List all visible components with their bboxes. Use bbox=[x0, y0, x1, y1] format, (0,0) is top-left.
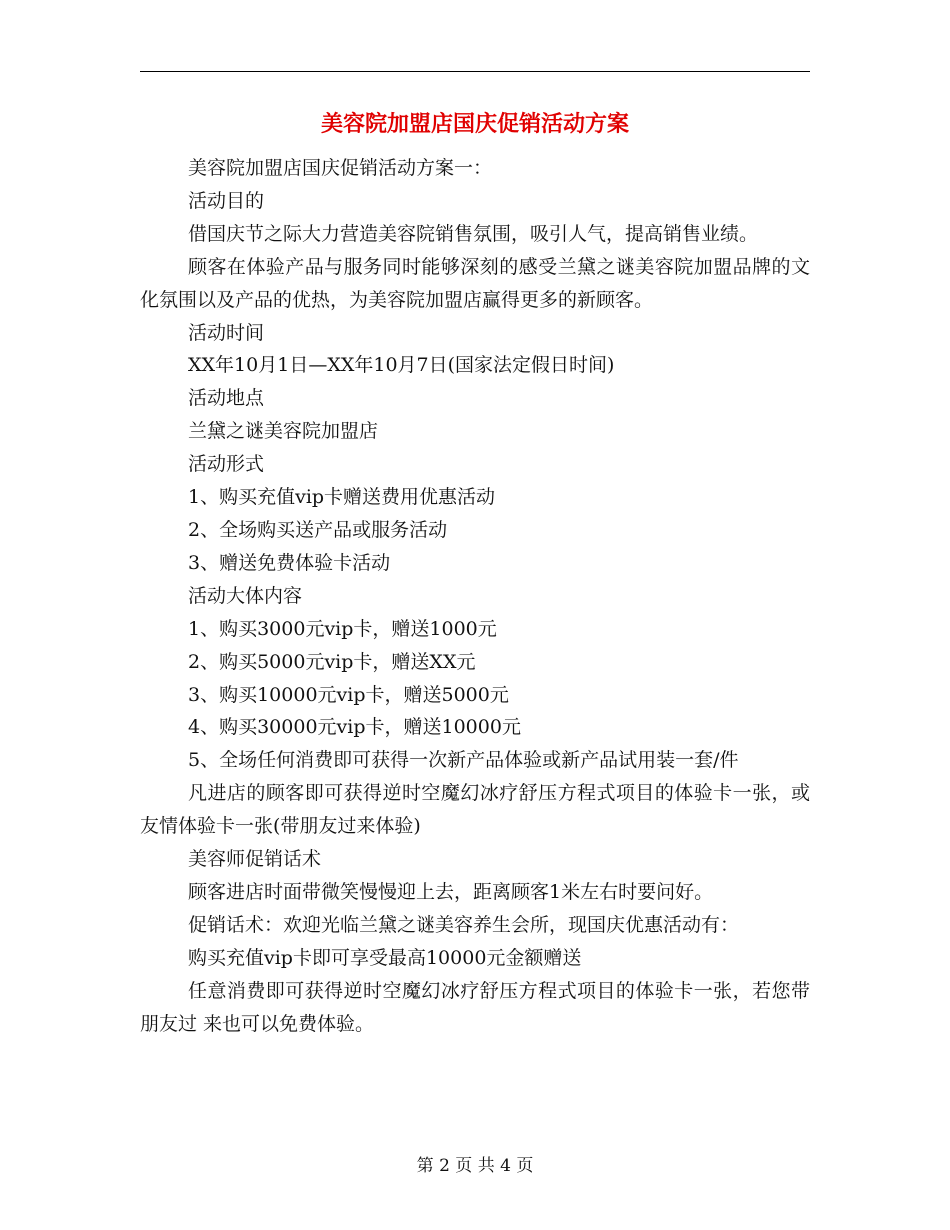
paragraph: 兰黛之谜美容院加盟店 bbox=[188, 420, 379, 443]
section-heading: 活动大体内容 bbox=[188, 584, 303, 607]
list-item: 2、购买5000元vip卡，赠送XX元 bbox=[188, 650, 476, 673]
document-title: 美容院加盟店国庆促销活动方案 bbox=[320, 111, 629, 137]
paragraph: 顾客在体验产品与服务同时能够深刻的感受兰黛之谜美容院加盟品牌的文化氛围以及产品的优热，为美容院加盟店赢得更多的新顾客。 bbox=[140, 255, 810, 311]
list-item: 3、购买10000元vip卡，赠送5000元 bbox=[188, 683, 509, 706]
header-rule bbox=[140, 71, 810, 72]
paragraph: 顾客进店时面带微笑慢慢迎上去，距离顾客1米左右时要问好。 bbox=[188, 880, 714, 903]
paragraph: 借国庆节之际大力营造美容院销售氛围，吸引人气，提高销售业绩。 bbox=[188, 222, 759, 245]
list-item: 1、购买3000元vip卡，赠送1000元 bbox=[188, 617, 497, 640]
section-heading: 活动形式 bbox=[188, 453, 265, 476]
list-item: 4、购买30000元vip卡，赠送10000元 bbox=[188, 716, 521, 739]
page-number: 第 2 页 共 4 页 bbox=[416, 1156, 534, 1176]
section-heading: 美容师促销话术 bbox=[188, 848, 322, 871]
paragraph: 美容院加盟店国庆促销活动方案一： bbox=[188, 157, 493, 179]
document-body bbox=[140, 152, 810, 1040]
section-heading: 活动时间 bbox=[188, 321, 265, 344]
paragraph: XX年10月1日—XX年10月7日(国家法定假日时间) bbox=[188, 354, 615, 377]
paragraph: 购买充值vip卡即可享受最高10000元金额赠送 bbox=[188, 946, 582, 969]
list-item: 2、全场购买送产品或服务活动 bbox=[188, 518, 448, 541]
list-item: 3、赠送免费体验卡活动 bbox=[188, 551, 391, 574]
section-heading: 活动目的 bbox=[188, 189, 265, 212]
list-item: 1、购买充值vip卡赠送费用优惠活动 bbox=[188, 486, 496, 509]
paragraph: 促销话术：欢迎光临兰黛之谜美容养生会所，现国庆优惠活动有： bbox=[188, 913, 740, 936]
paragraph: 凡进店的顾客即可获得逆时空魔幻冰疗舒压方程式项目的体验卡一张，或友情体验卡一张(带朋友过来体验) bbox=[140, 782, 810, 838]
list-item: 5、全场任何消费即可获得一次新产品体验或新产品试用装一套/件 bbox=[188, 749, 739, 772]
paragraph: 任意消费即可获得逆时空魔幻冰疗舒压方程式项目的体验卡一张，若您带朋友过 来也可以免费体验。 bbox=[140, 979, 810, 1035]
section-heading: 活动地点 bbox=[188, 387, 265, 410]
